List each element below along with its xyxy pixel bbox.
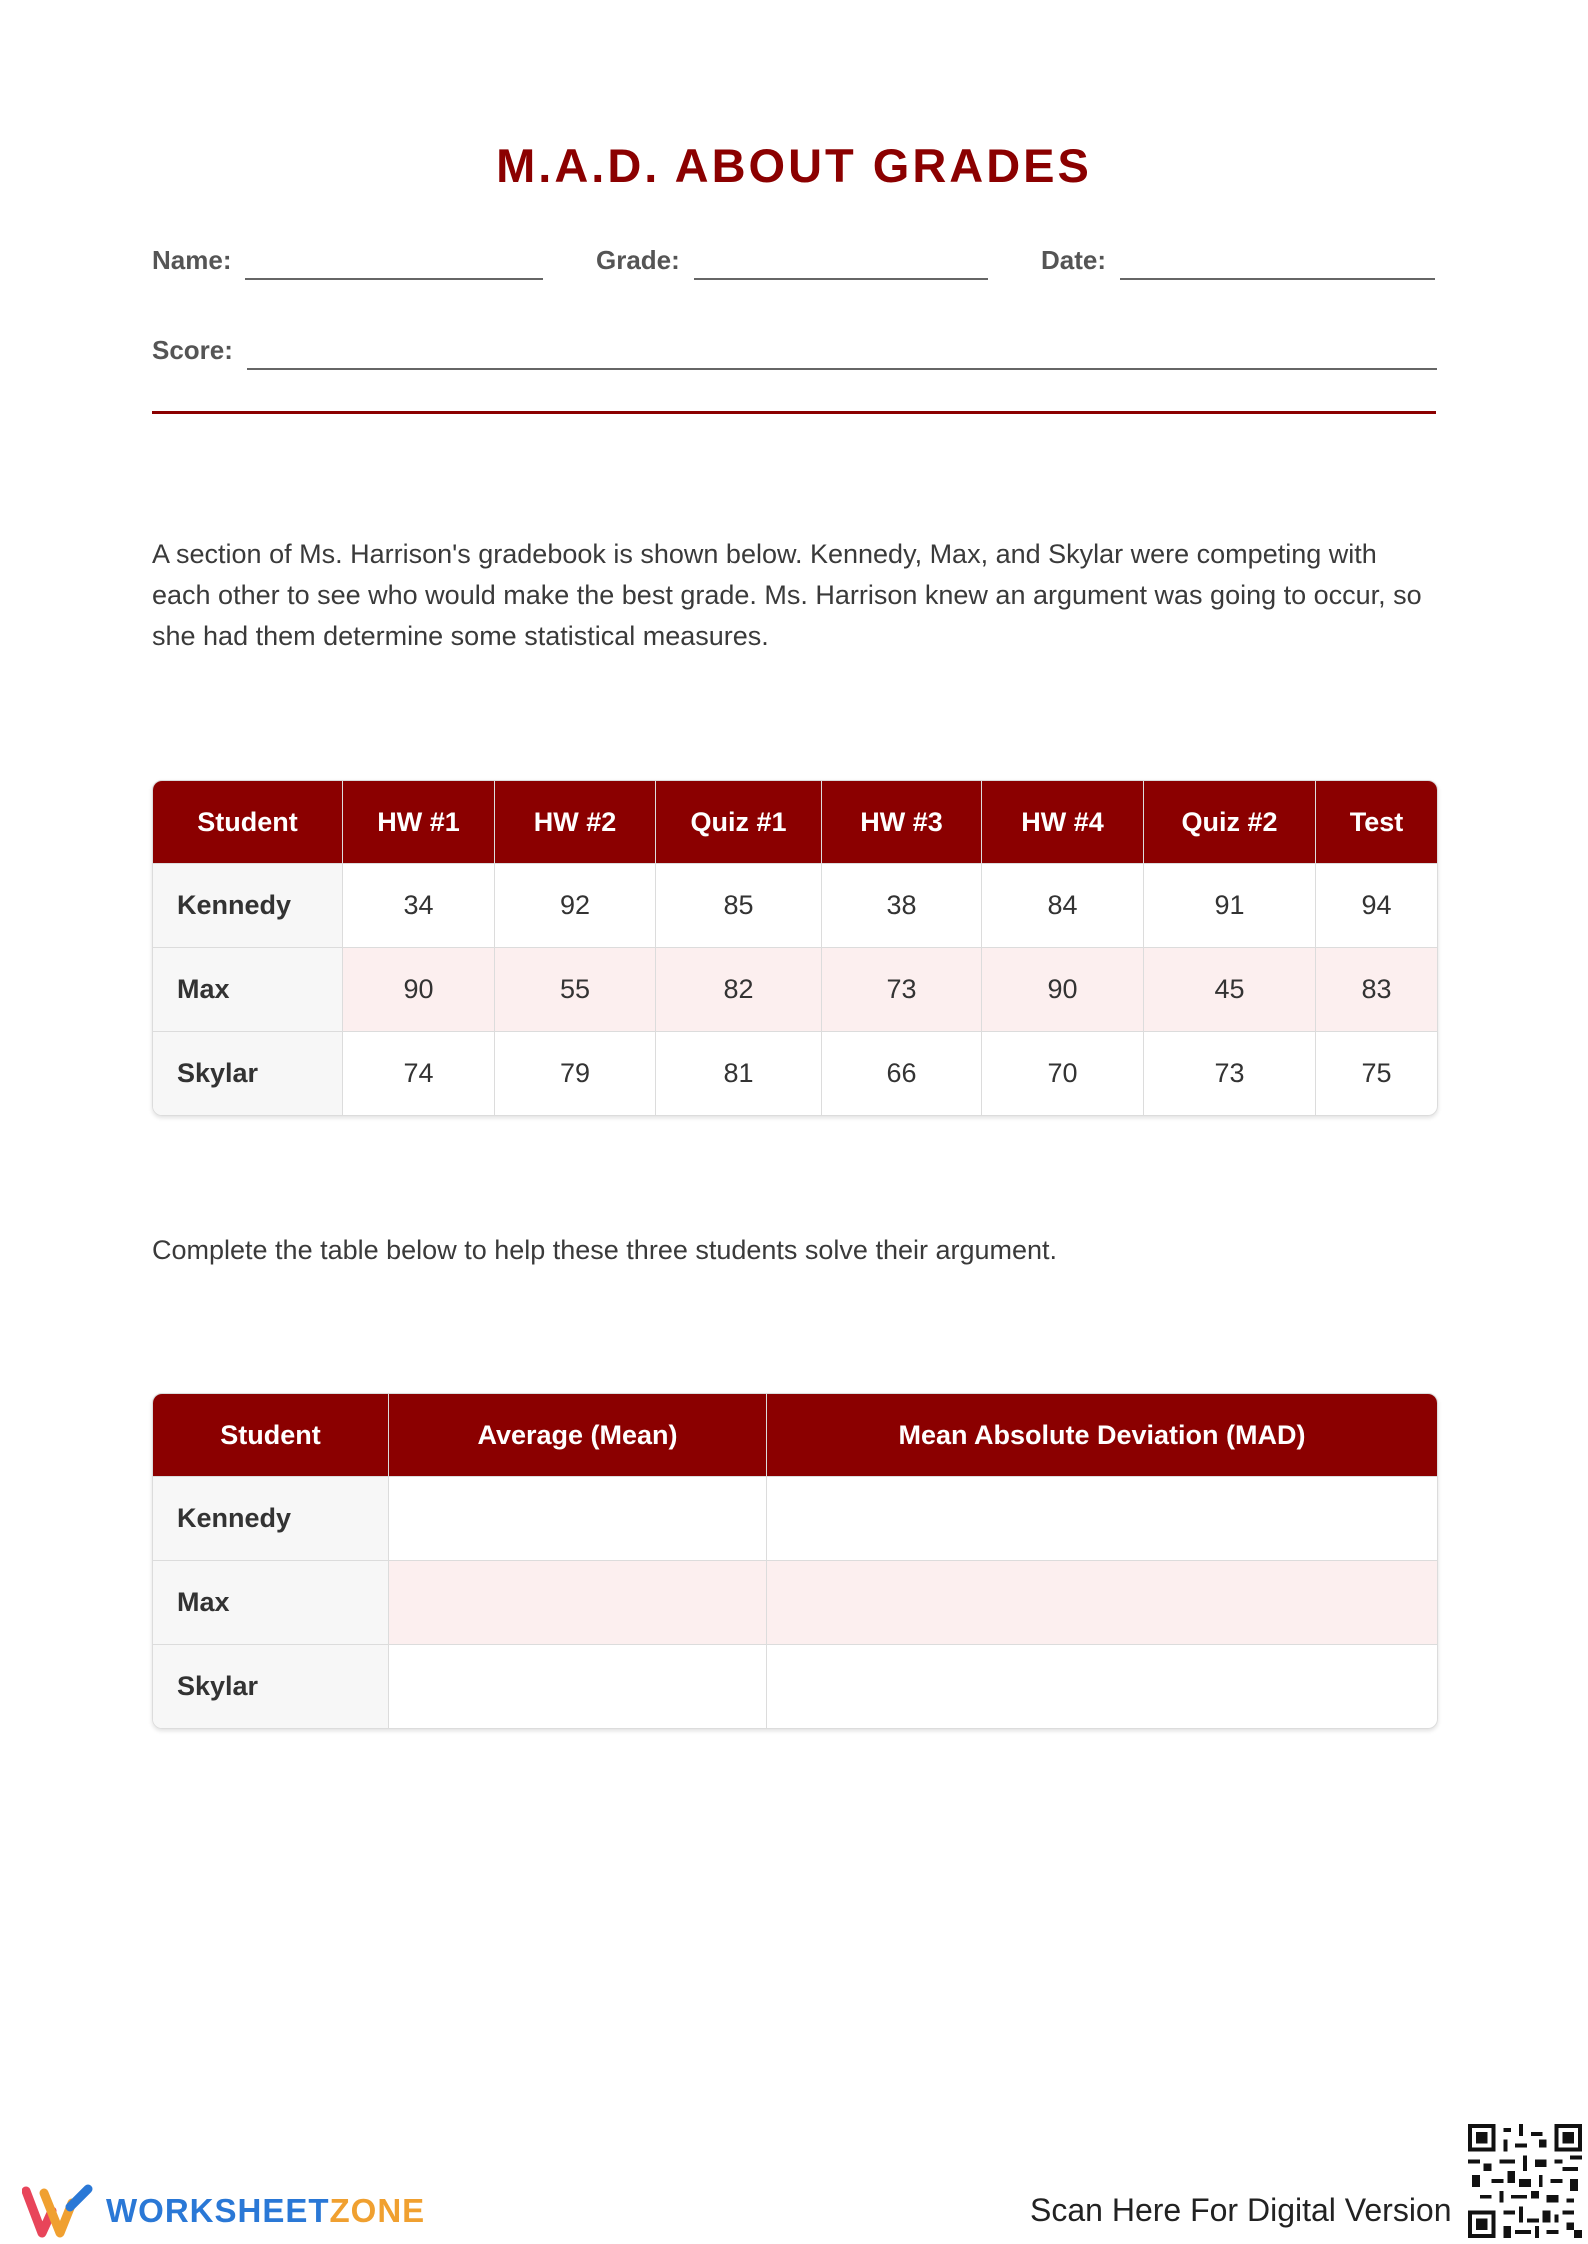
score-cell: 92 xyxy=(495,863,656,947)
answer-table xyxy=(152,1393,1438,1729)
answer-header-cell: Average (Mean) xyxy=(389,1394,767,1476)
score-cell: 38 xyxy=(822,863,982,947)
intro-paragraph: A section of Ms. Harrison's gradebook is shown below. Kennedy, Max, and Skylar were competing with each other to see who would make the best grade. Ms. Harrison knew an argument was going to occur, so she had them determine some statistical measures. xyxy=(152,539,1422,651)
logo-text-part2: ZONE xyxy=(329,2192,426,2229)
grade-field xyxy=(596,242,988,280)
mad-answer-cell[interactable] xyxy=(767,1560,1437,1644)
table-row xyxy=(153,1031,1437,1115)
gradebook-header-cell: Quiz #2 xyxy=(1144,781,1316,863)
answer-header-cell: Student xyxy=(153,1394,389,1476)
grade-label: Grade: xyxy=(596,245,680,275)
score-cell: 45 xyxy=(1144,947,1316,1031)
score-cell: 75 xyxy=(1316,1031,1437,1115)
mean-answer-cell[interactable] xyxy=(389,1560,767,1644)
score-cell: 81 xyxy=(656,1031,822,1115)
score-cell: 73 xyxy=(1144,1031,1316,1115)
score-input-line[interactable] xyxy=(247,332,1437,370)
mean-answer-cell[interactable] xyxy=(389,1476,767,1560)
gradebook-header-cell: HW #4 xyxy=(982,781,1144,863)
student-name-cell: Max xyxy=(153,1560,389,1644)
student-name-cell: Max xyxy=(153,947,343,1031)
mad-answer-cell[interactable] xyxy=(767,1644,1437,1728)
score-cell: 90 xyxy=(982,947,1144,1031)
score-cell: 82 xyxy=(656,947,822,1031)
date-label: Date: xyxy=(1041,245,1107,275)
student-name-cell: Kennedy xyxy=(153,863,343,947)
score-cell: 66 xyxy=(822,1031,982,1115)
worksheetzone-logo-icon xyxy=(22,2183,94,2239)
gradebook-header-cell: HW #2 xyxy=(495,781,656,863)
mad-answer-cell[interactable] xyxy=(767,1476,1437,1560)
answer-header-row xyxy=(153,1394,1437,1476)
score-cell: 90 xyxy=(343,947,495,1031)
score-cell: 91 xyxy=(1144,863,1316,947)
gradebook-table xyxy=(152,780,1438,1116)
score-cell: 85 xyxy=(656,863,822,947)
score-cell: 94 xyxy=(1316,863,1437,947)
table-row xyxy=(153,1644,1437,1728)
page-title: M.A.D. ABOUT GRADES xyxy=(496,139,1092,192)
score-cell: 83 xyxy=(1316,947,1437,1031)
score-cell: 84 xyxy=(982,863,1144,947)
student-name-cell: Kennedy xyxy=(153,1476,389,1560)
table-row xyxy=(153,863,1437,947)
date-input-line[interactable] xyxy=(1120,242,1435,280)
instruction-text: Complete the table below to help these three students solve their argument. xyxy=(152,1235,1058,1265)
table-row xyxy=(153,1476,1437,1560)
logo-text xyxy=(106,2192,425,2230)
grade-input-line[interactable] xyxy=(694,242,988,280)
mean-answer-cell[interactable] xyxy=(389,1644,767,1728)
gradebook-header-row xyxy=(153,781,1437,863)
score-cell: 73 xyxy=(822,947,982,1031)
score-cell: 34 xyxy=(343,863,495,947)
header-divider xyxy=(152,411,1436,414)
score-cell: 55 xyxy=(495,947,656,1031)
gradebook-header-cell: Quiz #1 xyxy=(656,781,822,863)
scan-instruction: Scan Here For Digital Version xyxy=(1030,2192,1452,2228)
answer-header-cell: Mean Absolute Deviation (MAD) xyxy=(767,1394,1437,1476)
score-cell: 74 xyxy=(343,1031,495,1115)
score-field xyxy=(152,332,1437,370)
score-cell: 70 xyxy=(982,1031,1144,1115)
gradebook-header-cell: Student xyxy=(153,781,343,863)
date-field xyxy=(1041,242,1435,280)
student-name-cell: Skylar xyxy=(153,1031,343,1115)
table-row xyxy=(153,947,1437,1031)
gradebook-header-cell: HW #3 xyxy=(822,781,982,863)
score-cell: 79 xyxy=(495,1031,656,1115)
gradebook-header-cell: HW #1 xyxy=(343,781,495,863)
name-field xyxy=(152,242,543,280)
name-label: Name: xyxy=(152,245,232,275)
name-input-line[interactable] xyxy=(245,242,543,280)
logo-text-part1: WORKSHEET xyxy=(106,2192,330,2229)
gradebook-header-cell: Test xyxy=(1316,781,1437,863)
student-name-cell: Skylar xyxy=(153,1644,389,1728)
table-row xyxy=(153,1560,1437,1644)
score-label: Score: xyxy=(152,335,233,365)
qr-code-icon[interactable] xyxy=(1468,2124,1582,2238)
worksheetzone-logo[interactable] xyxy=(22,2183,425,2239)
